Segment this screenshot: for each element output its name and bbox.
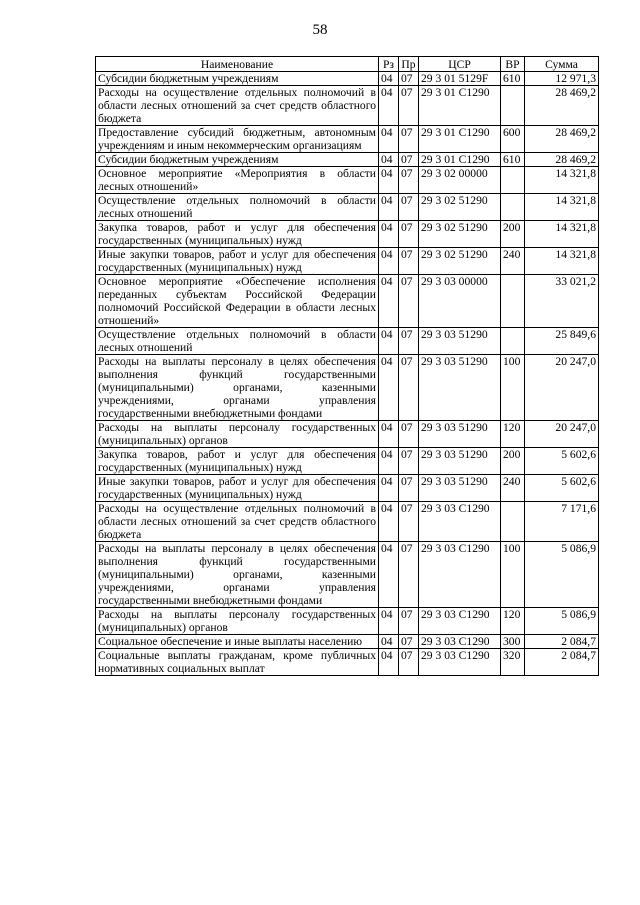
row-pr-cell: 07 <box>399 167 419 194</box>
row-rz-cell: 04 <box>379 635 399 649</box>
row-pr-cell: 07 <box>399 86 419 126</box>
row-vr-cell: 240 <box>501 475 525 502</box>
row-rz-cell: 04 <box>379 421 399 448</box>
row-name-cell: Социальное обеспечение и иные выплаты населению <box>96 635 379 649</box>
row-vr-cell: 610 <box>501 72 525 86</box>
row-pr-cell: 07 <box>399 502 419 542</box>
header-sum: Сумма <box>525 57 599 72</box>
row-pr-cell: 07 <box>399 126 419 153</box>
row-rz-cell: 04 <box>379 542 399 608</box>
row-sum-cell: 20 247,0 <box>525 355 599 421</box>
row-name-cell: Иные закупки товаров, работ и услуг для обеспечения государственных (муниципальных) нужд <box>96 248 379 275</box>
row-pr-cell: 07 <box>399 194 419 221</box>
row-vr-cell: 120 <box>501 608 525 635</box>
row-sum-cell: 5 602,6 <box>525 475 599 502</box>
table-row <box>96 475 599 502</box>
row-vr-cell: 100 <box>501 355 525 421</box>
row-rz-cell: 04 <box>379 502 399 542</box>
row-csr-cell: 29 3 03 51290 <box>419 448 501 475</box>
row-rz-cell: 04 <box>379 275 399 328</box>
row-rz-cell: 04 <box>379 86 399 126</box>
header-vr: ВР <box>501 57 525 72</box>
row-csr-cell: 29 3 02 51290 <box>419 194 501 221</box>
row-csr-cell: 29 3 03 С1290 <box>419 608 501 635</box>
row-csr-cell: 29 3 03 51290 <box>419 421 501 448</box>
row-csr-cell: 29 3 01 С1290 <box>419 86 501 126</box>
row-csr-cell: 29 3 03 С1290 <box>419 542 501 608</box>
header-pr: Пр <box>399 57 419 72</box>
row-pr-cell: 07 <box>399 72 419 86</box>
row-vr-cell: 100 <box>501 542 525 608</box>
row-sum-cell: 14 321,8 <box>525 194 599 221</box>
header-name: Наименование <box>96 57 379 72</box>
row-name-cell: Закупка товаров, работ и услуг для обеспечения государственных (муниципальных) нужд <box>96 448 379 475</box>
row-name-cell: Предоставление субсидий бюджетным, автономным учреждениям и иным некоммерческим организациям <box>96 126 379 153</box>
table-body <box>96 72 599 676</box>
row-pr-cell: 07 <box>399 475 419 502</box>
row-sum-cell: 7 171,6 <box>525 502 599 542</box>
row-pr-cell: 07 <box>399 608 419 635</box>
row-name-cell: Расходы на выплаты персоналу в целях обеспечения выполнения функций государственными (муниципальными) органами, казенными учреждениями, органами управления государственными внебюджетными фондами <box>96 542 379 608</box>
row-rz-cell: 04 <box>379 355 399 421</box>
row-sum-cell: 2 084,7 <box>525 649 599 676</box>
row-vr-cell: 300 <box>501 635 525 649</box>
row-csr-cell: 29 3 01 5129F <box>419 72 501 86</box>
row-rz-cell: 04 <box>379 475 399 502</box>
row-csr-cell: 29 3 03 51290 <box>419 475 501 502</box>
row-rz-cell: 04 <box>379 153 399 167</box>
row-rz-cell: 04 <box>379 608 399 635</box>
row-vr-cell: 200 <box>501 221 525 248</box>
row-rz-cell: 04 <box>379 194 399 221</box>
table-row <box>96 126 599 153</box>
table-row <box>96 221 599 248</box>
row-vr-cell: 120 <box>501 421 525 448</box>
row-name-cell: Основное мероприятие «Обеспечение исполнения переданных субъектам Российской Федерации полномочий Российской Федерации в области лесных отношений» <box>96 275 379 328</box>
row-sum-cell: 5 086,9 <box>525 608 599 635</box>
row-pr-cell: 07 <box>399 635 419 649</box>
row-pr-cell: 07 <box>399 355 419 421</box>
row-pr-cell: 07 <box>399 275 419 328</box>
row-name-cell: Социальные выплаты гражданам, кроме публичных нормативных социальных выплат <box>96 649 379 676</box>
budget-table <box>95 56 599 676</box>
row-csr-cell: 29 3 01 С1290 <box>419 126 501 153</box>
table-row <box>96 649 599 676</box>
row-sum-cell: 14 321,8 <box>525 248 599 275</box>
row-rz-cell: 04 <box>379 649 399 676</box>
table-row <box>96 275 599 328</box>
row-sum-cell: 14 321,8 <box>525 167 599 194</box>
row-name-cell: Расходы на выплаты персоналу в целях обеспечения выполнения функций государственными (муниципальными) органами, казенными учреждениями, органами управления государственными внебюджетными фондами <box>96 355 379 421</box>
page-number: 58 <box>312 22 328 38</box>
row-pr-cell: 07 <box>399 421 419 448</box>
row-rz-cell: 04 <box>379 448 399 475</box>
row-pr-cell: 07 <box>399 448 419 475</box>
row-csr-cell: 29 3 02 00000 <box>419 167 501 194</box>
row-rz-cell: 04 <box>379 221 399 248</box>
row-name-cell: Субсидии бюджетным учреждениям <box>96 72 379 86</box>
row-sum-cell: 5 602,6 <box>525 448 599 475</box>
row-name-cell: Закупка товаров, работ и услуг для обеспечения государственных (муниципальных) нужд <box>96 221 379 248</box>
row-sum-cell: 28 469,2 <box>525 86 599 126</box>
row-name-cell: Осуществление отдельных полномочий в области лесных отношений <box>96 194 379 221</box>
row-sum-cell: 14 321,8 <box>525 221 599 248</box>
row-vr-cell: 200 <box>501 448 525 475</box>
table-row <box>96 248 599 275</box>
row-name-cell: Основное мероприятие «Мероприятия в области лесных отношений» <box>96 167 379 194</box>
table-row <box>96 542 599 608</box>
row-vr-cell <box>501 328 525 355</box>
row-csr-cell: 29 3 03 51290 <box>419 355 501 421</box>
table-row <box>96 608 599 635</box>
row-rz-cell: 04 <box>379 328 399 355</box>
table-row <box>96 502 599 542</box>
row-rz-cell: 04 <box>379 126 399 153</box>
row-csr-cell: 29 3 03 С1290 <box>419 649 501 676</box>
row-csr-cell: 29 3 03 00000 <box>419 275 501 328</box>
row-vr-cell <box>501 275 525 328</box>
row-pr-cell: 07 <box>399 153 419 167</box>
row-pr-cell: 07 <box>399 649 419 676</box>
row-csr-cell: 29 3 03 С1290 <box>419 635 501 649</box>
row-sum-cell: 28 469,2 <box>525 126 599 153</box>
table-row <box>96 448 599 475</box>
row-csr-cell: 29 3 03 С1290 <box>419 502 501 542</box>
table-row <box>96 355 599 421</box>
row-vr-cell: 320 <box>501 649 525 676</box>
row-sum-cell: 2 084,7 <box>525 635 599 649</box>
row-sum-cell: 25 849,6 <box>525 328 599 355</box>
row-sum-cell: 33 021,2 <box>525 275 599 328</box>
table-header-row <box>96 57 599 72</box>
row-vr-cell: 600 <box>501 126 525 153</box>
row-csr-cell: 29 3 01 С1290 <box>419 153 501 167</box>
row-sum-cell: 12 971,3 <box>525 72 599 86</box>
row-name-cell: Иные закупки товаров, работ и услуг для обеспечения государственных (муниципальных) нужд <box>96 475 379 502</box>
table-row <box>96 635 599 649</box>
row-name-cell: Расходы на осуществление отдельных полномочий в области лесных отношений за счет средств областного бюджета <box>96 86 379 126</box>
row-csr-cell: 29 3 02 51290 <box>419 221 501 248</box>
row-vr-cell <box>501 167 525 194</box>
row-name-cell: Осуществление отдельных полномочий в области лесных отношений <box>96 328 379 355</box>
row-vr-cell: 610 <box>501 153 525 167</box>
row-sum-cell: 5 086,9 <box>525 542 599 608</box>
row-vr-cell <box>501 194 525 221</box>
row-rz-cell: 04 <box>379 167 399 194</box>
row-pr-cell: 07 <box>399 328 419 355</box>
row-pr-cell: 07 <box>399 221 419 248</box>
row-vr-cell <box>501 502 525 542</box>
table-row <box>96 328 599 355</box>
row-csr-cell: 29 3 02 51290 <box>419 248 501 275</box>
row-rz-cell: 04 <box>379 72 399 86</box>
row-name-cell: Субсидии бюджетным учреждениям <box>96 153 379 167</box>
table-row <box>96 86 599 126</box>
row-name-cell: Расходы на осуществление отдельных полномочий в области лесных отношений за счет средств областного бюджета <box>96 502 379 542</box>
table-row <box>96 421 599 448</box>
row-name-cell: Расходы на выплаты персоналу государственных (муниципальных) органов <box>96 421 379 448</box>
row-pr-cell: 07 <box>399 542 419 608</box>
row-vr-cell <box>501 86 525 126</box>
row-csr-cell: 29 3 03 51290 <box>419 328 501 355</box>
table-row <box>96 167 599 194</box>
table-row <box>96 153 599 167</box>
row-sum-cell: 28 469,2 <box>525 153 599 167</box>
table-row <box>96 72 599 86</box>
row-pr-cell: 07 <box>399 248 419 275</box>
row-vr-cell: 240 <box>501 248 525 275</box>
header-csr: ЦСР <box>419 57 501 72</box>
row-sum-cell: 20 247,0 <box>525 421 599 448</box>
table-row <box>96 194 599 221</box>
row-name-cell: Расходы на выплаты персоналу государственных (муниципальных) органов <box>96 608 379 635</box>
header-rz: Рз <box>379 57 399 72</box>
row-rz-cell: 04 <box>379 248 399 275</box>
